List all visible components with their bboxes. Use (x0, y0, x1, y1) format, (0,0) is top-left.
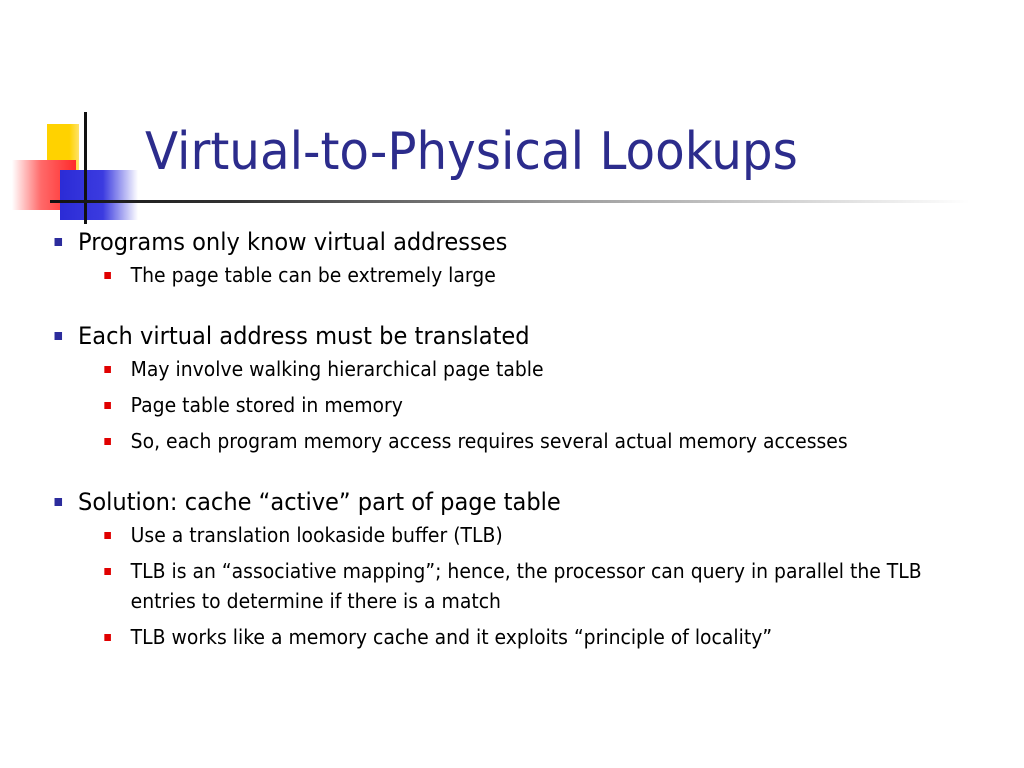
square-bullet-icon (104, 366, 111, 373)
square-bullet-icon (104, 532, 111, 539)
slide-body (0, 224, 1024, 652)
square-bullet-icon (55, 238, 63, 246)
bullet-text: Page table stored in memory (130, 393, 403, 417)
bullet-text: Use a translation lookaside buffer (TLB) (130, 523, 503, 547)
bullet-level2 (0, 354, 963, 384)
square-bullet-icon (104, 402, 111, 409)
bullet-text: Each virtual address must be translated (78, 322, 530, 350)
decorative-blue-square (60, 170, 138, 220)
bullet-level2 (0, 622, 963, 652)
bullet-level1 (0, 224, 963, 260)
bullet-text: TLB is an “associative mapping”; hence, the processor can query in parallel the TLB entries to determine if there is a match (130, 559, 922, 613)
bullet-text: May involve walking hierarchical page table (130, 357, 544, 381)
bullet-text: The page table can be extremely large (130, 263, 496, 287)
title-underline (50, 200, 970, 203)
bullet-level2 (0, 426, 963, 456)
bullet-level2 (0, 556, 977, 616)
slide-title: Virtual-to-Physical Lookups (145, 122, 798, 182)
bullet-level2 (0, 390, 963, 420)
decorative-vertical-line (84, 112, 87, 224)
bullet-level1 (0, 484, 963, 520)
bullet-text: Solution: cache “active” part of page table (78, 488, 561, 516)
square-bullet-icon (104, 568, 111, 575)
bullet-text: TLB works like a memory cache and it exploits “principle of locality” (130, 625, 773, 649)
bullet-level2 (0, 520, 963, 550)
square-bullet-icon (104, 438, 111, 445)
bullet-level1 (0, 318, 963, 354)
square-bullet-icon (55, 332, 63, 340)
bullet-text: Programs only know virtual addresses (78, 228, 508, 256)
square-bullet-icon (104, 272, 111, 279)
bullet-level2 (0, 260, 963, 290)
bullet-text: So, each program memory access requires several actual memory accesses (130, 429, 848, 453)
square-bullet-icon (55, 498, 63, 506)
square-bullet-icon (104, 634, 111, 641)
